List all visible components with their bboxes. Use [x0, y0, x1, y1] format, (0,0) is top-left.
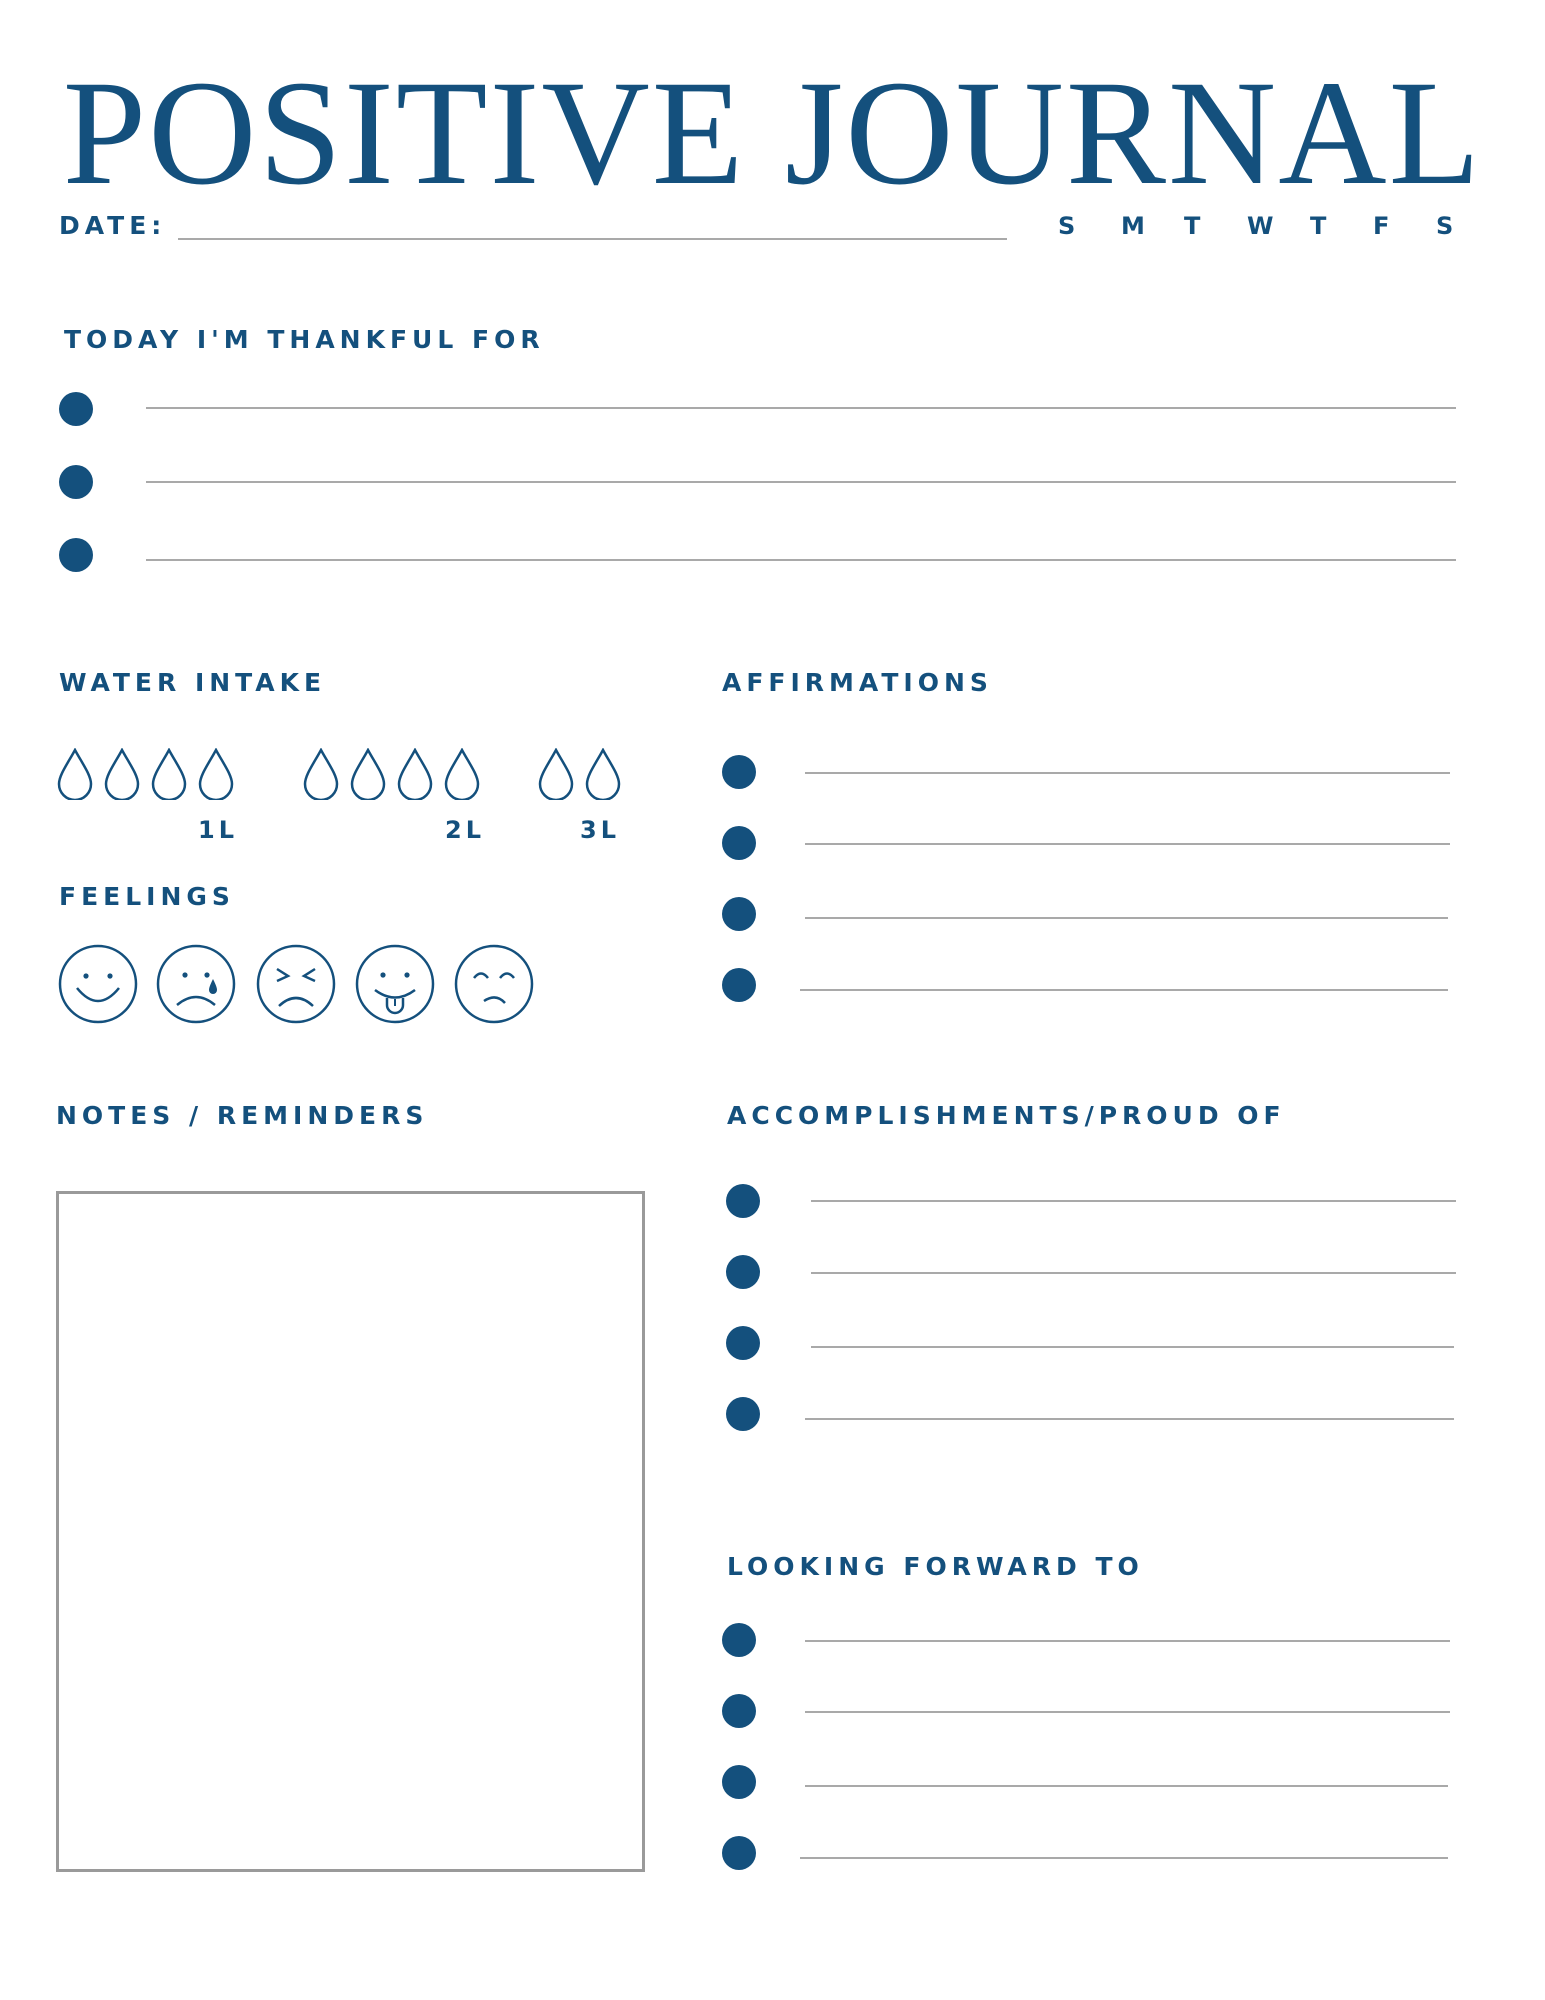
water-drop-icon[interactable] — [585, 748, 621, 800]
affirmations-line[interactable] — [800, 989, 1448, 991]
water-drop-icon[interactable] — [104, 748, 140, 800]
affirmations-line[interactable] — [805, 917, 1448, 919]
water-drop-icon[interactable] — [151, 748, 187, 800]
crying-face-icon[interactable] — [155, 943, 237, 1025]
thankful-line[interactable] — [146, 559, 1456, 561]
weekday-thursday[interactable]: T — [1310, 212, 1327, 240]
accomplishments-bullet — [726, 1397, 760, 1431]
looking-forward-bullet — [722, 1765, 756, 1799]
affirmations-bullet — [722, 755, 756, 789]
water-heading: WATER INTAKE — [59, 668, 327, 697]
weekday-friday[interactable]: F — [1373, 212, 1390, 240]
water-drop-icon[interactable] — [198, 748, 234, 800]
weekday-wednesday[interactable]: W — [1247, 212, 1274, 240]
thankful-line[interactable] — [146, 481, 1456, 483]
weekday-tuesday[interactable]: T — [1184, 212, 1201, 240]
thankful-bullet — [59, 538, 93, 572]
thankful-heading: TODAY I'M THANKFUL FOR — [64, 325, 545, 354]
affirmations-line[interactable] — [805, 772, 1450, 774]
looking-forward-bullet — [722, 1694, 756, 1728]
affirmations-bullet — [722, 968, 756, 1002]
accomplishments-bullet — [726, 1184, 760, 1218]
looking-forward-line[interactable] — [805, 1711, 1450, 1713]
looking-forward-line[interactable] — [800, 1857, 1448, 1859]
accomplishments-line[interactable] — [811, 1272, 1456, 1274]
looking-forward-line[interactable] — [805, 1785, 1448, 1787]
angry-face-icon[interactable] — [255, 943, 337, 1025]
tongue-out-face-icon[interactable] — [354, 943, 436, 1025]
thankful-bullet — [59, 392, 93, 426]
looking-forward-line[interactable] — [805, 1640, 1450, 1642]
notes-heading: NOTES / REMINDERS — [56, 1101, 429, 1130]
affirmations-bullet — [722, 897, 756, 931]
water-drop-icon[interactable] — [303, 748, 339, 800]
happy-face-icon[interactable] — [57, 943, 139, 1025]
accomplishments-bullet — [726, 1255, 760, 1289]
looking-forward-heading: LOOKING FORWARD TO — [727, 1552, 1144, 1581]
thankful-bullet — [59, 465, 93, 499]
affirmations-heading: AFFIRMATIONS — [722, 668, 993, 697]
notes-box[interactable] — [56, 1191, 645, 1872]
weekday-sunday[interactable]: S — [1058, 212, 1076, 240]
affirmations-line[interactable] — [805, 843, 1450, 845]
water-drop-icon[interactable] — [397, 748, 433, 800]
accomplishments-heading: ACCOMPLISHMENTS/PROUD OF — [727, 1101, 1286, 1130]
page-title: POSITIVE JOURNAL — [62, 50, 1483, 216]
accomplishments-bullet — [726, 1326, 760, 1360]
accomplishments-line[interactable] — [805, 1418, 1454, 1420]
water-marker-1l: 1L — [198, 816, 238, 844]
feelings-heading: FEELINGS — [59, 882, 235, 911]
water-drop-icon[interactable] — [538, 748, 574, 800]
date-field[interactable] — [178, 238, 1007, 240]
water-drop-icon[interactable] — [444, 748, 480, 800]
water-marker-2l: 2L — [445, 816, 485, 844]
weekday-monday[interactable]: M — [1121, 212, 1145, 240]
affirmations-bullet — [722, 826, 756, 860]
water-drop-icon[interactable] — [350, 748, 386, 800]
weekday-saturday[interactable]: S — [1436, 212, 1454, 240]
water-marker-3l: 3L — [580, 816, 620, 844]
looking-forward-bullet — [722, 1836, 756, 1870]
weekday-selector — [1058, 212, 1499, 240]
water-drop-icon[interactable] — [57, 748, 93, 800]
accomplishments-line[interactable] — [811, 1200, 1456, 1202]
thankful-line[interactable] — [146, 407, 1456, 409]
shy-face-icon[interactable] — [453, 943, 535, 1025]
looking-forward-bullet — [722, 1623, 756, 1657]
date-label: DATE: — [59, 211, 167, 240]
accomplishments-line[interactable] — [811, 1346, 1454, 1348]
